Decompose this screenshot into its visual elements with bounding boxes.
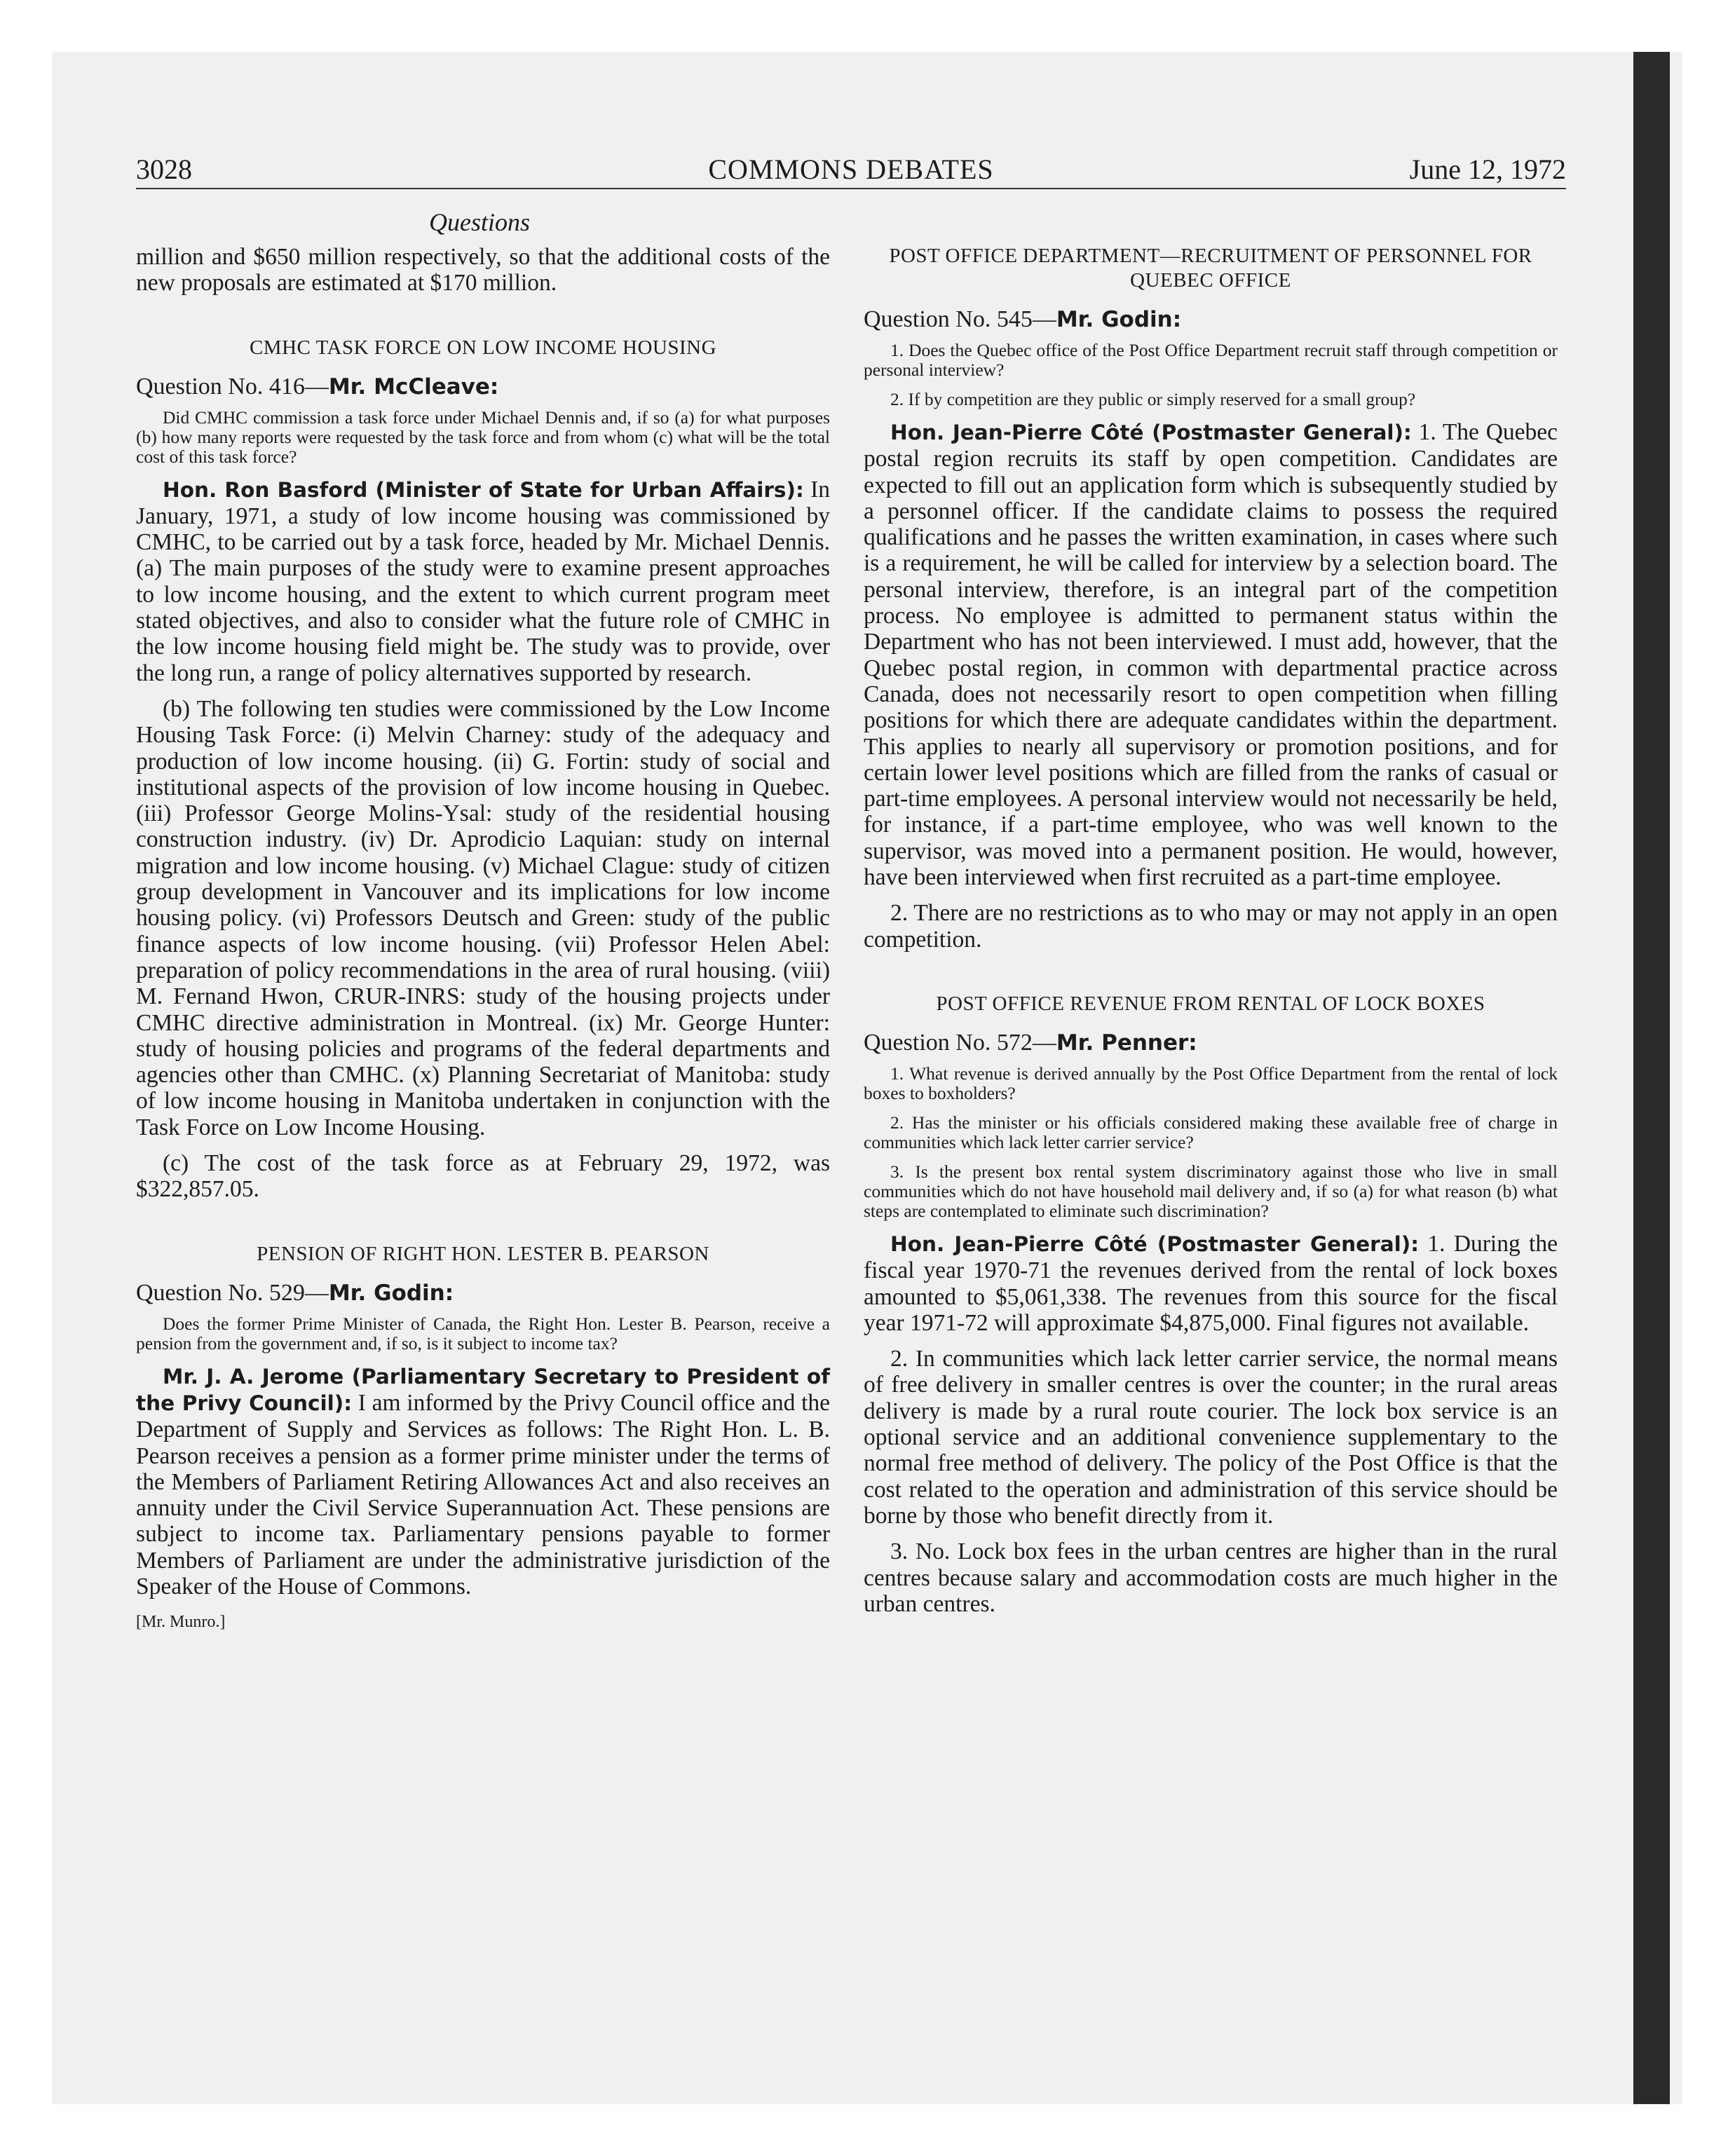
question-text: 1. What revenue is derived annually by the Post Office Department from the rental of lock boxes to boxholders? [864,1063,1558,1103]
question-text: 2. Has the minister or his officials considered making these available free of charge in communities which lack letter carrier service? [864,1112,1558,1152]
answer-paragraph: (c) The cost of the task force as at February 29, 1972, was $322,857.05. [136,1150,830,1203]
answer-paragraph: 3. No. Lock box fees in the urban centres are higher than in the rural centres because salary and accommodation costs are much higher in the urban centres. [864,1538,1558,1617]
speaker-name: Hon. Jean-Pierre Côté (Postmaster General): [890,1231,1420,1256]
section-subheading: Questions [429,208,530,236]
asker-name: Mr. Godin: [328,1280,454,1306]
right-column [864,244,1558,1627]
answer-paragraph: (b) The following ten studies were commissioned by the Low Income Housing Task Force: (i) Melvin Charney: study of the adequacy and production of low income housing. (ii) G. Fortin: study of social and institutional aspects of the provision of low income housing in Quebec. (iii) Professor George Molins-Ysal: study of the residential housing construction industry. (iv) Dr. Aprodicio Laquian: study on internal migration and low income housing. (v) Michael Clague: study of citizen group development in Vancouver and its implications for low income housing policy. (vi) Professors Deutsch and Green: study of the public finance aspects of low income housing. (vii) Professor Helen Abel: preparation of policy recommendations in the area of rural housing. (viii) M. Fernand Hwon, CRUR-INRS: study of the housing projects under CMHC directive administration in Montreal. (ix) Mr. George Hunter: study of housing policies and programs of the federal departments and agencies other than CMHC. (x) Planning Secretariat of Manitoba: study of low income housing in Manitoba undertaken in conjunction with the Task Force on Low Income Housing. [136,695,830,1140]
question-number-529: Question No. 529—Mr. Godin: [136,1279,454,1306]
question-text: 3. Is the present box rental system discriminatory against those who live in small communities which do not have household mail delivery and, if so (a) for what reason (b) what steps are contemplated to eliminate such discrimination? [864,1161,1558,1221]
page-header [136,150,1566,189]
asker-name: Mr. Penner: [1056,1030,1197,1056]
question-number-572: Question No. 572—Mr. Penner: [864,1029,1197,1056]
section-heading-pension: PENSION OF RIGHT HON. LESTER B. PEARSON [257,1242,709,1265]
left-column [136,244,830,1646]
asker-name: Mr. McCleave: [328,374,499,400]
answer-paragraph: 2. There are no restrictions as to who may or may not apply in an open competition. [864,900,1558,953]
section-heading-cmhc: CMHC TASK FORCE ON LOW INCOME HOUSING [249,336,717,359]
header-rule [136,188,1566,189]
speaker-name: Hon. Ron Basford (Minister of State for Urban Affairs): [163,477,804,502]
speaker-attribution: [Mr. Munro.] [136,1613,226,1632]
section-heading-lock-boxes: POST OFFICE REVENUE FROM RENTAL OF LOCK BOXES [936,992,1485,1015]
question-text: 1. Does the Quebec office of the Post Office Department recruit staff through competition or personal interview? [864,340,1558,380]
speaker-name: Mr. J. A. Jerome (Parliamentary Secretary to President of the Privy Council): [136,1364,830,1415]
publication-title: COMMONS DEBATES [708,153,994,185]
continuation-paragraph: million and $650 million respectively, so that the additional costs of the new proposals are estimated at $170 million. [136,244,830,296]
answer-paragraph: Hon. Jean-Pierre Côté (Postmaster General): 1. The Quebec postal region recruits its staff by open competition. Candidates are expected to fill out an application form which is subsequently studied by a personnel officer. If the candidate claims to possess the required qualifications and he passes the written examination, in cases where such is a requirement, he will be called for interview by a selection board. The personal interview, therefore, is an integral part of the competition process. No employee is admitted to permanent status within the Department who has not been interviewed. I must add, however, that the Quebec postal region, in common with departmental practice across Canada, does not necessarily resort to open competition when filling positions for which there are adequate candidates within the department. This applies to nearly all supervisory or promotion positions, and for certain lower level positions which are filled from the ranks of casual or part-time employees. A personal interview would not necessarily be held, for instance, if a part-time employee, who was well known to the supervisor, was moved into a permanent position. He would, however, have been interviewed when first recruited as a part-time employee. [864,419,1558,891]
speaker-name: Hon. Jean-Pierre Côté (Postmaster General): [890,421,1412,444]
question-text: Does the former Prime Minister of Canada, the Right Hon. Lester B. Pearson, receive a pension from the government and, if so, is it subject to income tax? [136,1313,830,1353]
answer-paragraph: Hon. Jean-Pierre Côté (Postmaster General): 1. During the fiscal year 1970-71 the revenues derived from the rental of lock boxes amounted to $5,061,338. The revenues from this source for the fiscal year 1971-72 will approximate $4,875,000. Final figures not available. [864,1230,1558,1336]
publication-date: June 12, 1972 [1409,153,1566,185]
question-text: 2. If by competition are they public or simply reserved for a small group? [890,389,1416,409]
scan-edge-bar [1633,52,1670,2104]
answer-paragraph: 2. In communities which lack letter carrier service, the normal means of free delivery in smaller centres is over the counter; in the rural areas delivery is made by a rural route courier. The lock box service is an optional service and an additional convenience supplementary to the normal free method of delivery. The policy of the Post Office is that the cost related to the operation and administration of this service should be borne by those who benefit directly from it. [864,1346,1558,1529]
question-text: Did CMHC commission a task force under Michael Dennis and, if so (a) for what purposes (b) how many reports were requested by the task force and from whom (c) what will be the total cost of this task force? [136,407,830,467]
answer-paragraph: Mr. J. A. Jerome (Parliamentary Secretary to President of the Privy Council): I am informed by the Privy Council office and the Department of Supply and Services as follows: The Right Hon. L. B. Pearson receives a pension as a former prime minister under the terms of the Members of Parliament Retiring Allowances Act and also receives an annuity under the Civil Service Superannuation Act. These pensions are subject to income tax. Parliamentary pensions payable to former Members of Parliament are under the administrative jurisdiction of the Speaker of the House of Commons. [136,1364,830,1599]
section-heading-recruitment: POST OFFICE DEPARTMENT—RECRUITMENT OF PERSONNEL FOR QUEBEC OFFICE [889,245,1532,292]
asker-name: Mr. Godin: [1056,307,1182,332]
answer-paragraph: Hon. Ron Basford (Minister of State for Urban Affairs): In January, 1971, a study of low income housing was commissioned by CMHC, to be carried out by a task force, headed by Mr. Michael Dennis. (a) The main purposes of the study were to examine present approaches to low income housing, and the extent to which current program meet stated objectives, and also to consider what the future role of CMHC in the low income housing field might be. The study was to provide, over the long run, a range of policy alternatives supported by research. [136,476,830,686]
page-number: 3028 [136,153,192,185]
question-number-545: Question No. 545—Mr. Godin: [864,306,1182,332]
question-number-416: Question No. 416—Mr. McCleave: [136,373,499,400]
